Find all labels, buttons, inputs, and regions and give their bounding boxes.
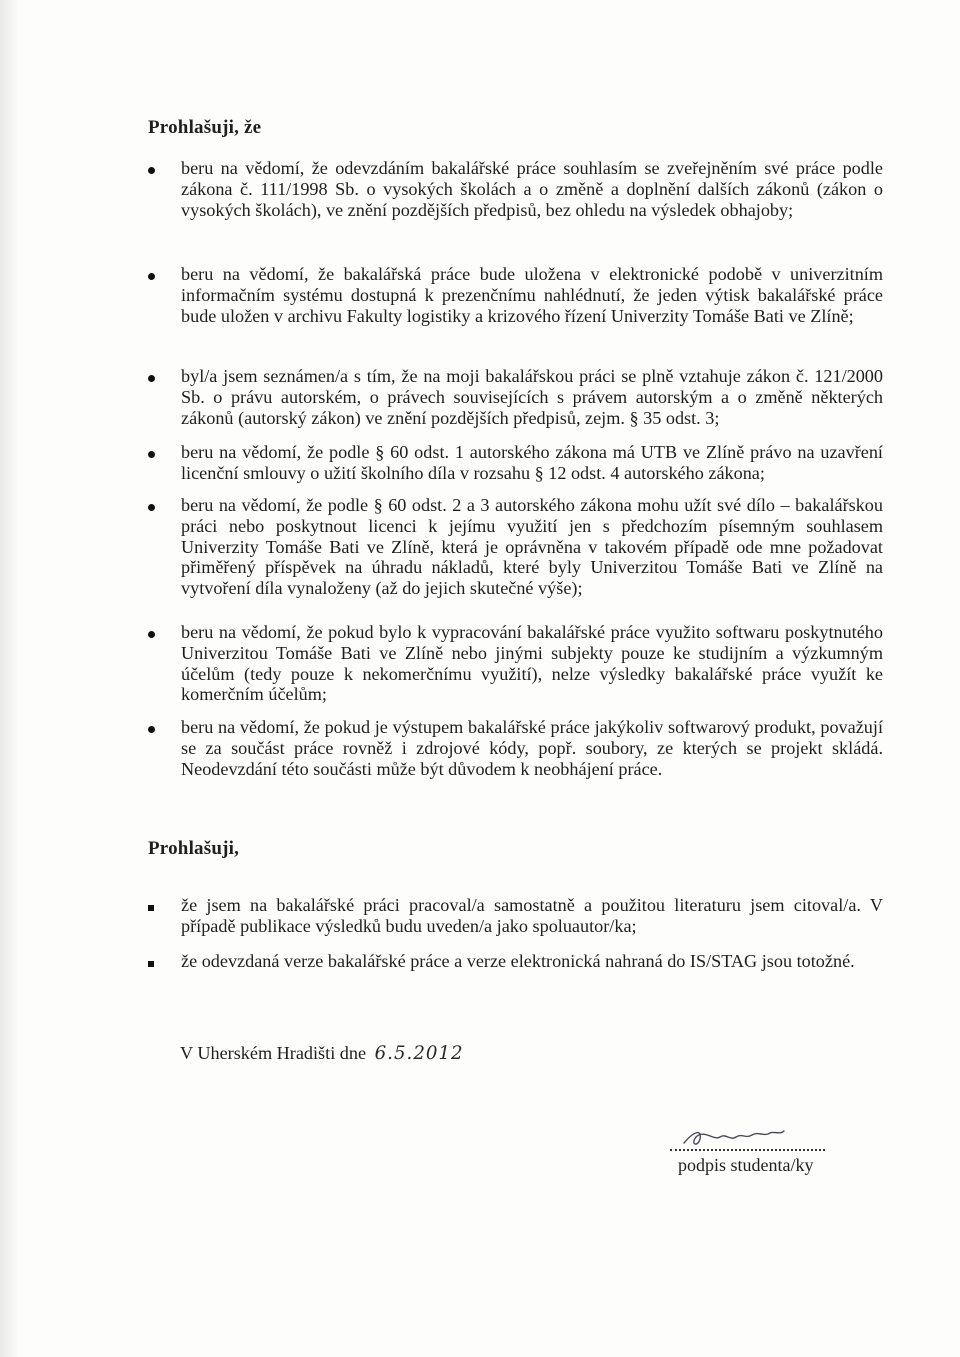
list-item [148,495,883,599]
list-item [148,158,883,220]
list-item [148,366,883,428]
list-item-text: že odevzdaná verze bakalářské práce a verze elektronická nahraná do IS/STAG jsou totožné. [181,951,855,971]
bullet-icon [148,273,155,280]
bullet-icon [148,905,154,911]
place-date-label: V Uherském Hradišti dne [180,1043,367,1063]
scan-edge [0,0,18,1357]
list-item [148,622,883,705]
list-item [148,442,883,484]
signature-line [670,1149,825,1151]
bullet-icon [148,961,154,967]
list-item-text: beru na vědomí, že podle § 60 odst. 2 a 3 autorského zákona mohu užít své dílo – bakalářskou práci nebo poskytnout licenci k jejímu využití jen s předchozím písemným souhlasem Univerzity Tomáše Bati ve Zlíně, která je oprávněna v takovém případě ode mne požadovat přiměřený příspěvek na úhradu nákladů, které byly Univerzitou Tomáše Bati ve Zlíně na vytvoření díla vynaloženy (až do jejich skutečné výše); [181,495,883,599]
list-item [148,895,883,937]
bullet-icon [148,504,155,511]
section1-heading: Prohlašuji, že [148,117,262,138]
place-date-line [180,1043,464,1064]
list-item-text: beru na vědomí, že bakalářská práce bude uložena v elektronické podobě v univerzitním informačním systému dostupná k prezenčnímu nahlédnutí, že jeden výtisk bakalářské práce bude uložen v archivu Fakulty logistiky a krizového řízení Univerzity Tomáše Bati ve Zlíně; [181,264,883,326]
signature-block [670,1125,830,1195]
section2-heading: Prohlašuji, [148,838,240,859]
signature-icon [680,1125,790,1151]
list-item [148,717,883,779]
bullet-icon [148,167,155,174]
list-item-text: beru na vědomí, že odevzdáním bakalářské práce souhlasím se zveřejněním své práce podle zákona č. 111/1998 Sb. o vysokých školách a o změně a doplnění dalších zákonů (zákon o vysokých školách), ve znění pozdějších předpisů, bez ohledu na výsledek obhajoby; [181,158,883,220]
list-item [148,951,883,972]
bullet-icon [148,631,155,638]
bullet-icon [148,726,155,733]
bullet-icon [148,375,155,382]
bullet-icon [148,451,155,458]
list-item-text: byl/a jsem seznámen/a s tím, že na moji bakalářskou práci se plně vztahuje zákon č. 121/2000 Sb. o právu autorském, o právech souvisejících s právem autorským a o změně některých zákonů (autorský zákon) ve znění pozdějších předpisů, zejm. § 35 odst. 3; [181,366,883,428]
list-item-text: beru na vědomí, že pokud je výstupem bakalářské práce jakýkoliv softwarový produkt, považují se za součást práce rovněž i zdrojové kódy, popř. soubory, ze kterých se projekt skládá. Neodevzdání této součásti může být důvodem k neobhájení práce. [181,717,883,779]
list-item-text: beru na vědomí, že podle § 60 odst. 1 autorského zákona má UTB ve Zlíně právo na uzavření licenční smlouvy o užití školního díla v rozsahu § 12 odst. 4 autorského zákona; [181,442,883,483]
date-value: 6.5.2012 [374,1043,464,1064]
list-item [148,264,883,326]
list-item-text: že jsem na bakalářské práci pracoval/a samostatně a použitou literaturu jsem citoval/a. V případě publikace výsledků budu uveden/a jako spoluautor/ka; [181,895,883,936]
signature-label: podpis studenta/ky [678,1155,814,1175]
list-item-text: beru na vědomí, že pokud bylo k vypracování bakalářské práce využito softwaru poskytnutého Univerzitou Tomáše Bati ve Zlíně nebo jinými subjekty pouze ke studijním a výzkumným účelům (tedy pouze k nekomerčnímu využití), nelze výsledky bakalářské práce využít ke komerčním účelům; [181,622,883,705]
